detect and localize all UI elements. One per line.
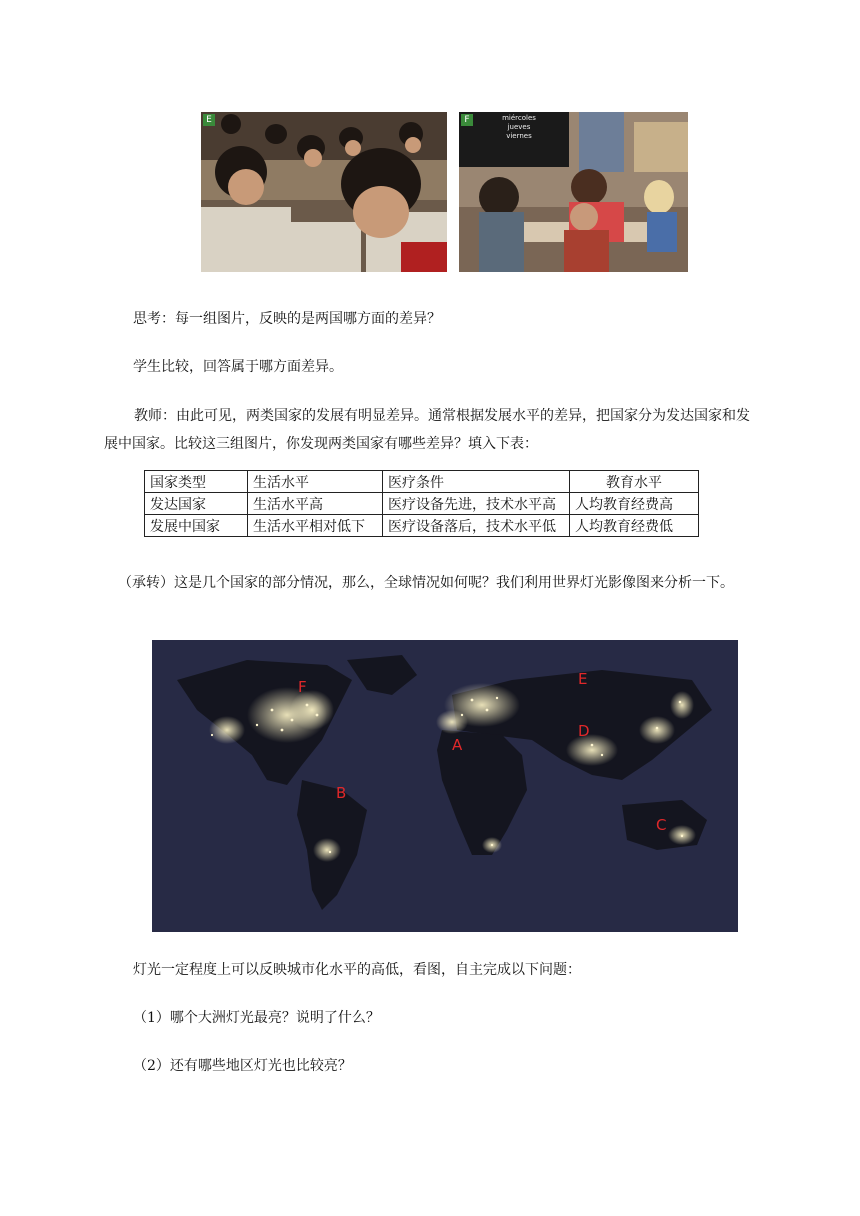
- table-cell: 发展中国家: [145, 515, 248, 537]
- header-education: 教育水平: [570, 471, 699, 493]
- question-1: （1）哪个大洲灯光最亮？说明了什么？: [133, 1010, 380, 1026]
- teacher-paragraph: 教师：由此可见，两类国家的发展有明显差异。通常根据发展水平的差异，把国家分为发达国家和发展中国家。比较这三组图片，你发现两类国家有哪些差异？填入下表：: [104, 408, 750, 452]
- map-label-e: E: [578, 670, 588, 688]
- board-word-2: jueves: [507, 123, 531, 131]
- table-cell: 医疗设备先进，技术水平高: [383, 493, 570, 515]
- header-medical: 医疗条件: [383, 471, 570, 493]
- header-living-standard: 生活水平: [248, 471, 383, 493]
- classroom-photo-e-image: [201, 112, 447, 272]
- photo-label-f: F: [461, 114, 473, 126]
- classroom-photo-f: [459, 112, 688, 272]
- student-instruction: 学生比较，回答属于哪方面差异。: [133, 359, 343, 375]
- question-2: （2）还有哪些地区灯光也比较亮？: [133, 1058, 352, 1074]
- table-cell: 发达国家: [145, 493, 248, 515]
- table-cell: 生活水平相对低下: [248, 515, 383, 537]
- table-header-row: [145, 471, 699, 493]
- table-cell: 生活水平高: [248, 493, 383, 515]
- table-row: [145, 515, 699, 537]
- board-word-1: miércoles: [502, 114, 536, 122]
- transition-paragraph: （承转）这是几个国家的部分情况，那么，全球情况如何呢？我们利用世界灯光影像图来分析一下。: [118, 575, 734, 591]
- board-word-3: viernes: [506, 132, 532, 140]
- board-text: [489, 114, 549, 141]
- header-country-type: 国家类型: [145, 471, 248, 493]
- map-label-f: F: [298, 678, 307, 696]
- world-lights-map-image: [152, 640, 738, 932]
- map-label-d: D: [578, 722, 590, 740]
- classroom-photo-e: [201, 112, 447, 272]
- world-lights-map: [152, 640, 738, 932]
- map-label-b: B: [336, 784, 347, 802]
- table-cell: 医疗设备落后，技术水平低: [383, 515, 570, 537]
- table-row: [145, 493, 699, 515]
- photo-label-e: E: [203, 114, 215, 126]
- comparison-table: [144, 470, 699, 537]
- table-cell: 人均教育经费低: [570, 515, 699, 537]
- map-label-a: A: [452, 736, 463, 754]
- lights-paragraph: 灯光一定程度上可以反映城市化水平的高低，看图，自主完成以下问题：: [133, 962, 581, 978]
- table-cell: 人均教育经费高: [570, 493, 699, 515]
- think-question: 思考：每一组图片，反映的是两国哪方面的差异？: [133, 311, 441, 327]
- map-label-c: C: [656, 816, 667, 834]
